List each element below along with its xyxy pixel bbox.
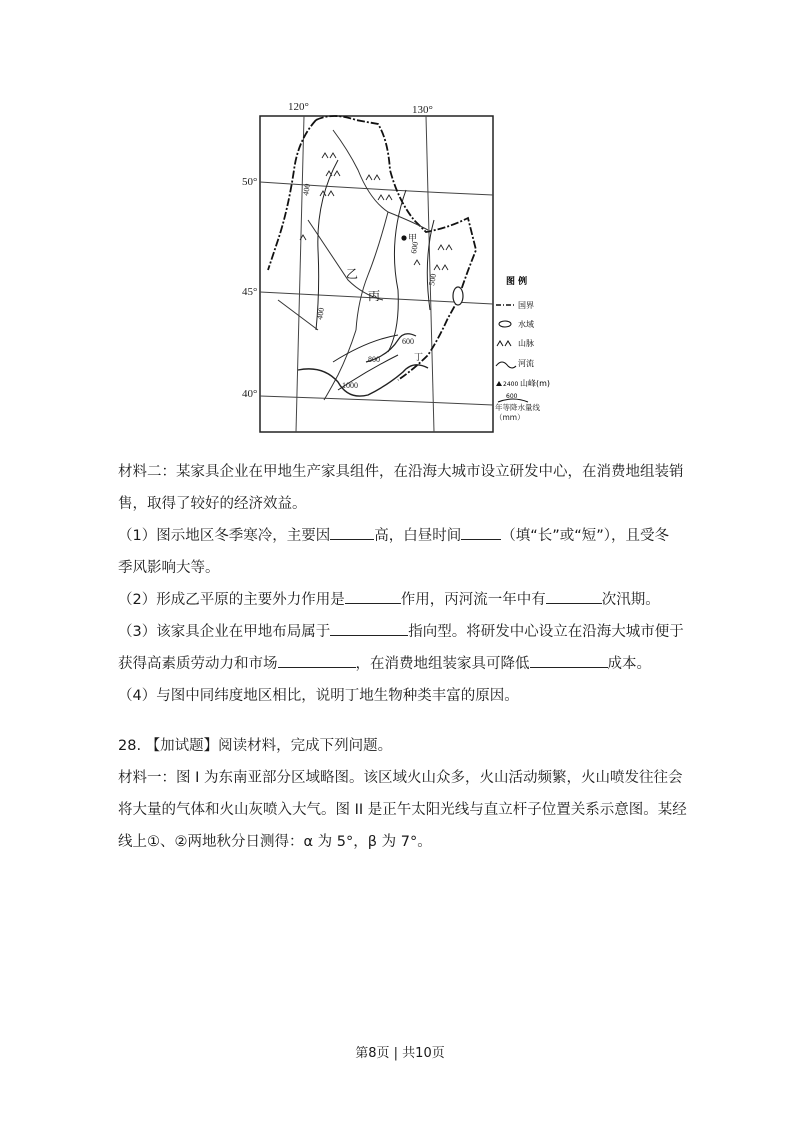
lat-label-50: 50° bbox=[242, 176, 258, 188]
page-footer: 第8页 | 共10页 bbox=[355, 1046, 445, 1061]
lat-label-40: 40° bbox=[242, 388, 258, 400]
river-west bbox=[278, 300, 318, 330]
question-28-text bbox=[118, 730, 688, 858]
river-heilong bbox=[333, 130, 428, 230]
q3-line2: 获得高素质劳动力和市场 ，在消费地组装家具可降低 成本。 bbox=[118, 648, 688, 680]
q1-line2: 季风影响大等。 bbox=[118, 560, 220, 576]
legend-water-symbol bbox=[499, 321, 511, 327]
legend-peak-sample: 2400 bbox=[503, 381, 519, 388]
legend-border-label: 国界 bbox=[518, 301, 534, 310]
legend-water-label: 水域 bbox=[518, 320, 534, 329]
legend-river-label: 河流 bbox=[518, 359, 534, 368]
legend-isohyet-label: 年等降水量线（mm） bbox=[495, 403, 540, 422]
lon-120-line bbox=[296, 116, 304, 432]
isohyet-label: 500 bbox=[427, 272, 439, 287]
q1-line1: （1）图示地区冬季寒冷，主要因 高，白昼时间 （填“长”或“短”），且受冬 bbox=[118, 520, 688, 552]
lat-label-45: 45° bbox=[242, 286, 258, 298]
question-27-text bbox=[118, 456, 688, 712]
lon-label-120: 120° bbox=[288, 101, 309, 113]
northeast-china-map bbox=[238, 100, 558, 440]
jia-dot bbox=[401, 235, 406, 240]
q28-material-line2: 将大量的气体和火山灰喷入大气。图 II 是正午太阳光线与直立杆子位置关系示意图。某经 bbox=[118, 802, 687, 818]
blank-1[interactable] bbox=[330, 525, 374, 540]
label-bing: 丙 bbox=[368, 289, 381, 303]
isohyet-label: 1000 bbox=[342, 381, 358, 390]
q28-heading: 28. 【加试题】阅读材料，完成下列问题。 bbox=[118, 738, 393, 754]
isohyet-label: 600 bbox=[409, 240, 421, 255]
isohyet-800 bbox=[333, 335, 398, 362]
q4-line: （4）与图中同纬度地区相比，说明丁地生物种类丰富的原因。 bbox=[118, 688, 519, 704]
river-nen bbox=[308, 220, 383, 300]
lat-50-line bbox=[260, 182, 493, 195]
legend-mountain-label: 山脉 bbox=[518, 339, 534, 348]
map-legend bbox=[495, 275, 557, 433]
label-ding: 丁 bbox=[414, 353, 424, 363]
river-songhua bbox=[356, 212, 388, 330]
q3-line1: （3）该家具企业在甲地布局属于 指向型。将研发中心设立在沿海大城市便于 bbox=[118, 616, 688, 648]
blank-2[interactable] bbox=[461, 525, 501, 540]
legend-peak-label: 山峰(m) bbox=[520, 379, 551, 388]
q28-material-line1: 材料一：图 I 为东南亚部分区域略图。该区域火山众多，火山活动频繁，火山喷发往往会 bbox=[118, 770, 683, 786]
blank-3[interactable] bbox=[345, 589, 401, 604]
isohyet-label: 800 bbox=[368, 355, 380, 364]
lat-40-line bbox=[260, 396, 493, 405]
legend-title: 图 例 bbox=[506, 277, 528, 287]
legend-isohyet-sample: 600 bbox=[506, 393, 518, 400]
lake-xingkai bbox=[453, 287, 463, 305]
legend-mountain-symbol bbox=[497, 341, 511, 346]
isohyet-label: 400 bbox=[315, 306, 327, 321]
lon-label-130: 130° bbox=[412, 104, 433, 116]
material2-line1: 材料二：某家具企业在甲地生产家具组件，在沿海大城市设立研发中心，在消费地组装销 bbox=[118, 464, 684, 480]
label-yi: 乙 bbox=[346, 267, 359, 281]
isohyet-600 bbox=[388, 190, 406, 352]
map-figure bbox=[238, 100, 558, 440]
national-border bbox=[316, 116, 476, 380]
legend-river-symbol bbox=[496, 362, 516, 368]
label-jia: 甲 bbox=[408, 234, 418, 244]
coastline bbox=[298, 365, 428, 396]
q2-line: （2）形成乙平原的主要外力作用是 作用，丙河流一年中有 次汛期。 bbox=[118, 584, 688, 616]
legend-peak-symbol bbox=[496, 381, 502, 386]
blank-5[interactable] bbox=[330, 621, 408, 636]
isohyet-label: 400 bbox=[301, 182, 313, 197]
blank-7[interactable] bbox=[530, 653, 608, 668]
material2-line2: 售，取得了较好的经济效益。 bbox=[118, 496, 307, 512]
q28-material-line3: 线上①、②两地秋分日测得：α 为 5°，β 为 7°。 bbox=[118, 834, 432, 850]
blank-4[interactable] bbox=[546, 589, 602, 604]
blank-6[interactable] bbox=[278, 653, 356, 668]
isohyet-label: 600 bbox=[402, 337, 414, 346]
